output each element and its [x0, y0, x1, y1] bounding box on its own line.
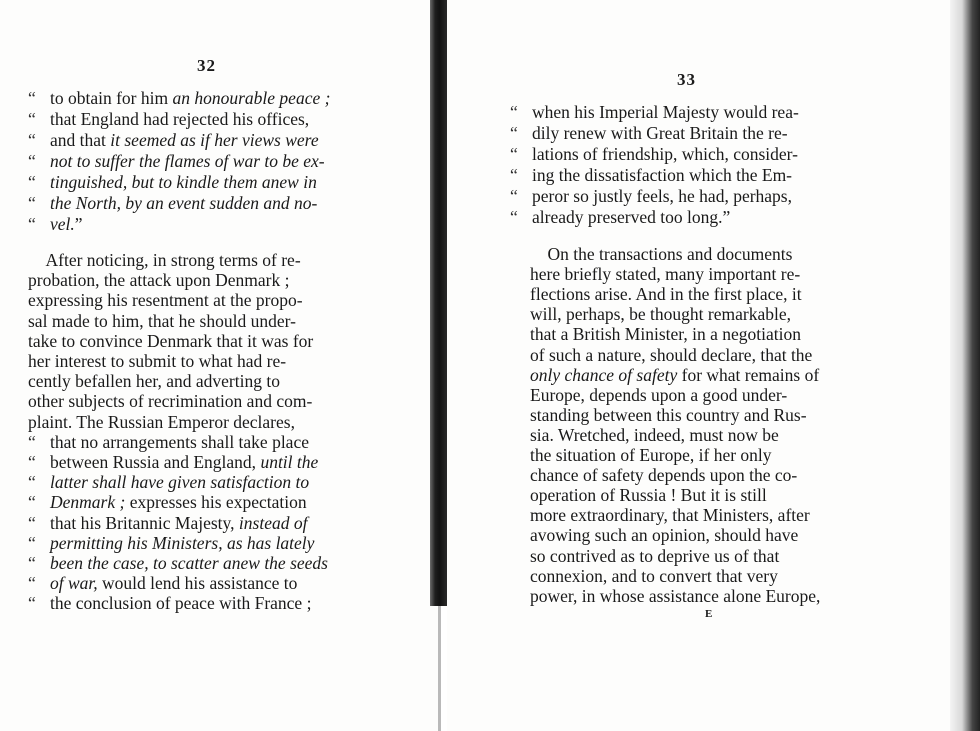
quotation-mark: “ — [28, 452, 36, 472]
left-para-line — [28, 270, 289, 291]
left-para-text: cently befallen her, and adverting to — [28, 371, 280, 392]
left-para-text: that no arrangements shall take place — [50, 431, 309, 452]
right-para-line — [530, 546, 779, 567]
right-para-text: the situation of Europe, if her only — [530, 445, 772, 465]
right-para-text: Europe, depends upon a good under- — [530, 384, 788, 405]
right-para-text: chance of safety depends upon the co- — [530, 465, 798, 486]
left-para-line — [28, 331, 313, 352]
quotation-mark: “ — [28, 130, 36, 150]
quotation-mark: “ — [28, 593, 36, 614]
left-quote-text: tinguished, but to kindle them anew in — [50, 172, 317, 192]
left-para-line — [28, 492, 307, 513]
left-quote-text: to obtain for him an honourable peace ; — [50, 88, 331, 108]
signature-mark: E — [705, 608, 713, 620]
right-quote-text: dily renew with Great Britain the re- — [532, 123, 788, 143]
quotation-mark: “ — [28, 151, 36, 171]
quotation-mark: “ — [28, 472, 36, 493]
quotation-mark: “ — [510, 165, 518, 185]
left-quote-line — [28, 88, 330, 109]
right-para-text: sia. Wretched, indeed, must now be — [530, 424, 779, 445]
right-para-line — [530, 244, 792, 265]
quotation-mark: “ — [28, 88, 36, 108]
right-para-text: power, in whose assistance alone Europe, — [530, 585, 821, 606]
right-para-line — [530, 324, 801, 345]
right-quote-line — [510, 165, 792, 186]
quotation-mark: “ — [510, 207, 518, 227]
left-para-text: sal made to him, that he should under- — [28, 310, 296, 331]
right-para-text: will, perhaps, be thought remarkable, — [530, 304, 791, 325]
quotation-mark: “ — [28, 172, 36, 192]
left-para-line — [28, 593, 311, 614]
right-para-text: connexion, and to convert that very — [530, 565, 778, 586]
right-quote-text: lations of friendship, which, consider- — [532, 144, 798, 164]
right-quote-line — [510, 186, 792, 207]
left-para-text: of war, would lend his assistance to — [50, 573, 298, 594]
right-para-line — [530, 465, 797, 486]
left-para-text: plaint. The Russian Emperor declares, — [28, 411, 295, 432]
left-quote-line — [28, 109, 309, 130]
left-para-line — [28, 513, 307, 534]
right-para-line — [530, 566, 778, 587]
right-para-line — [530, 425, 779, 446]
left-para-text: between Russia and England, until the — [50, 452, 319, 472]
right-para-text: that a British Minister, in a negotiation — [530, 324, 801, 345]
right-para-line — [530, 264, 800, 285]
quotation-mark: “ — [28, 512, 36, 533]
quotation-mark: “ — [510, 144, 518, 164]
right-quote-line — [510, 123, 788, 144]
left-para-line — [28, 290, 303, 311]
right-para-line — [530, 405, 807, 426]
quotation-mark: “ — [28, 532, 36, 553]
quotation-mark: “ — [28, 492, 36, 513]
quotation-mark: “ — [28, 431, 36, 452]
left-para-text: latter shall have given satisfaction to — [50, 472, 310, 493]
quotation-mark: “ — [510, 102, 518, 122]
left-para-text: After noticing, in strong terms of re- — [28, 250, 301, 270]
left-quote-text: not to suffer the flames of war to be ex- — [50, 151, 325, 171]
left-quote-line — [28, 172, 317, 193]
left-para-text: probation, the attack upon Denmark ; — [28, 270, 290, 291]
right-para-text: so contrived as to deprive us of that — [530, 545, 780, 566]
page-edge-shadow — [950, 0, 980, 731]
left-para-text: take to convince Denmark that it was for — [28, 330, 314, 351]
quotation-mark: “ — [28, 193, 36, 213]
page-number-left: 32 — [197, 56, 216, 75]
left-para-text: Denmark ; expresses his expectation — [50, 492, 307, 513]
right-para-line — [530, 485, 767, 506]
right-para-line — [530, 525, 798, 546]
right-quote-text: already preserved too long.” — [532, 207, 731, 227]
left-quote-text: vel.” — [50, 214, 83, 234]
left-para-line — [28, 311, 296, 332]
left-quote-line — [28, 214, 83, 235]
left-quote-line — [28, 193, 317, 214]
left-para-text: that his Britannic Majesty, instead of — [50, 512, 308, 533]
right-quote-text: when his Imperial Majesty would rea- — [532, 102, 799, 122]
right-para-text: only chance of safety for what remains of — [530, 364, 820, 385]
right-para-line — [530, 505, 810, 526]
right-quote-text: peror so justly feels, he had, perhaps, — [532, 186, 792, 206]
left-quote-text: the North, by an event sudden and no- — [50, 193, 318, 213]
right-para-text: standing between this country and Rus- — [530, 404, 807, 425]
right-para-text: avowing such an opinion, should have — [530, 525, 799, 546]
left-page — [0, 0, 438, 731]
left-para-line — [28, 351, 286, 372]
left-para-text: her interest to submit to what had re- — [28, 351, 287, 371]
left-para-line — [28, 432, 309, 453]
left-para-line — [28, 573, 297, 594]
left-para-line — [28, 533, 314, 554]
right-quote-line — [510, 207, 730, 228]
left-quote-text: and that it seemed as if her views were — [50, 130, 319, 150]
right-para-text: here briefly stated, many important re- — [530, 264, 801, 285]
quotation-mark: “ — [510, 186, 518, 206]
left-para-line — [28, 412, 295, 433]
left-para-text: been the case, to scatter anew the seeds — [50, 553, 328, 573]
left-para-line — [28, 371, 280, 392]
left-para-text: other subjects of recrimination and com- — [28, 391, 313, 412]
right-para-line — [530, 304, 791, 325]
left-para-text: permitting his Ministers, as has lately — [50, 532, 315, 553]
right-quote-text: ing the dissatisfaction which the Em- — [532, 165, 793, 185]
gutter-shadow — [438, 606, 441, 731]
left-quote-line — [28, 130, 319, 151]
left-para-text: expressing his resentment at the propo- — [28, 290, 303, 311]
right-para-line — [530, 345, 812, 366]
left-quote-text: that England had rejected his offices, — [50, 109, 310, 129]
page-number-right: 33 — [677, 70, 696, 89]
left-para-text: the conclusion of peace with France ; — [50, 593, 312, 614]
quotation-mark: “ — [28, 109, 36, 129]
right-para-line — [530, 365, 819, 386]
left-para-line — [28, 250, 301, 271]
right-para-text: operation of Russia ! But it is still — [530, 485, 767, 506]
book-gutter — [430, 0, 447, 606]
left-para-line — [28, 391, 312, 412]
right-quote-line — [510, 144, 798, 165]
left-para-line — [28, 472, 309, 493]
right-para-text: more extraordinary, that Ministers, after — [530, 505, 810, 526]
right-para-line — [530, 586, 820, 607]
quotation-mark: “ — [28, 214, 36, 234]
right-para-text: flections arise. And in the first place, it — [530, 284, 802, 305]
left-quote-line — [28, 151, 325, 172]
left-para-line — [28, 553, 328, 574]
right-para-text: of such a nature, should declare, that the — [530, 344, 813, 365]
right-para-line — [530, 385, 787, 406]
right-quote-line — [510, 102, 799, 123]
quotation-mark: “ — [510, 123, 518, 143]
quotation-mark: “ — [28, 553, 36, 573]
quotation-mark: “ — [28, 573, 36, 594]
right-para-line — [530, 284, 802, 305]
right-para-text: On the transactions and documents — [530, 244, 793, 264]
right-para-line — [530, 445, 772, 466]
right-page — [447, 0, 950, 731]
left-para-line — [28, 452, 318, 473]
